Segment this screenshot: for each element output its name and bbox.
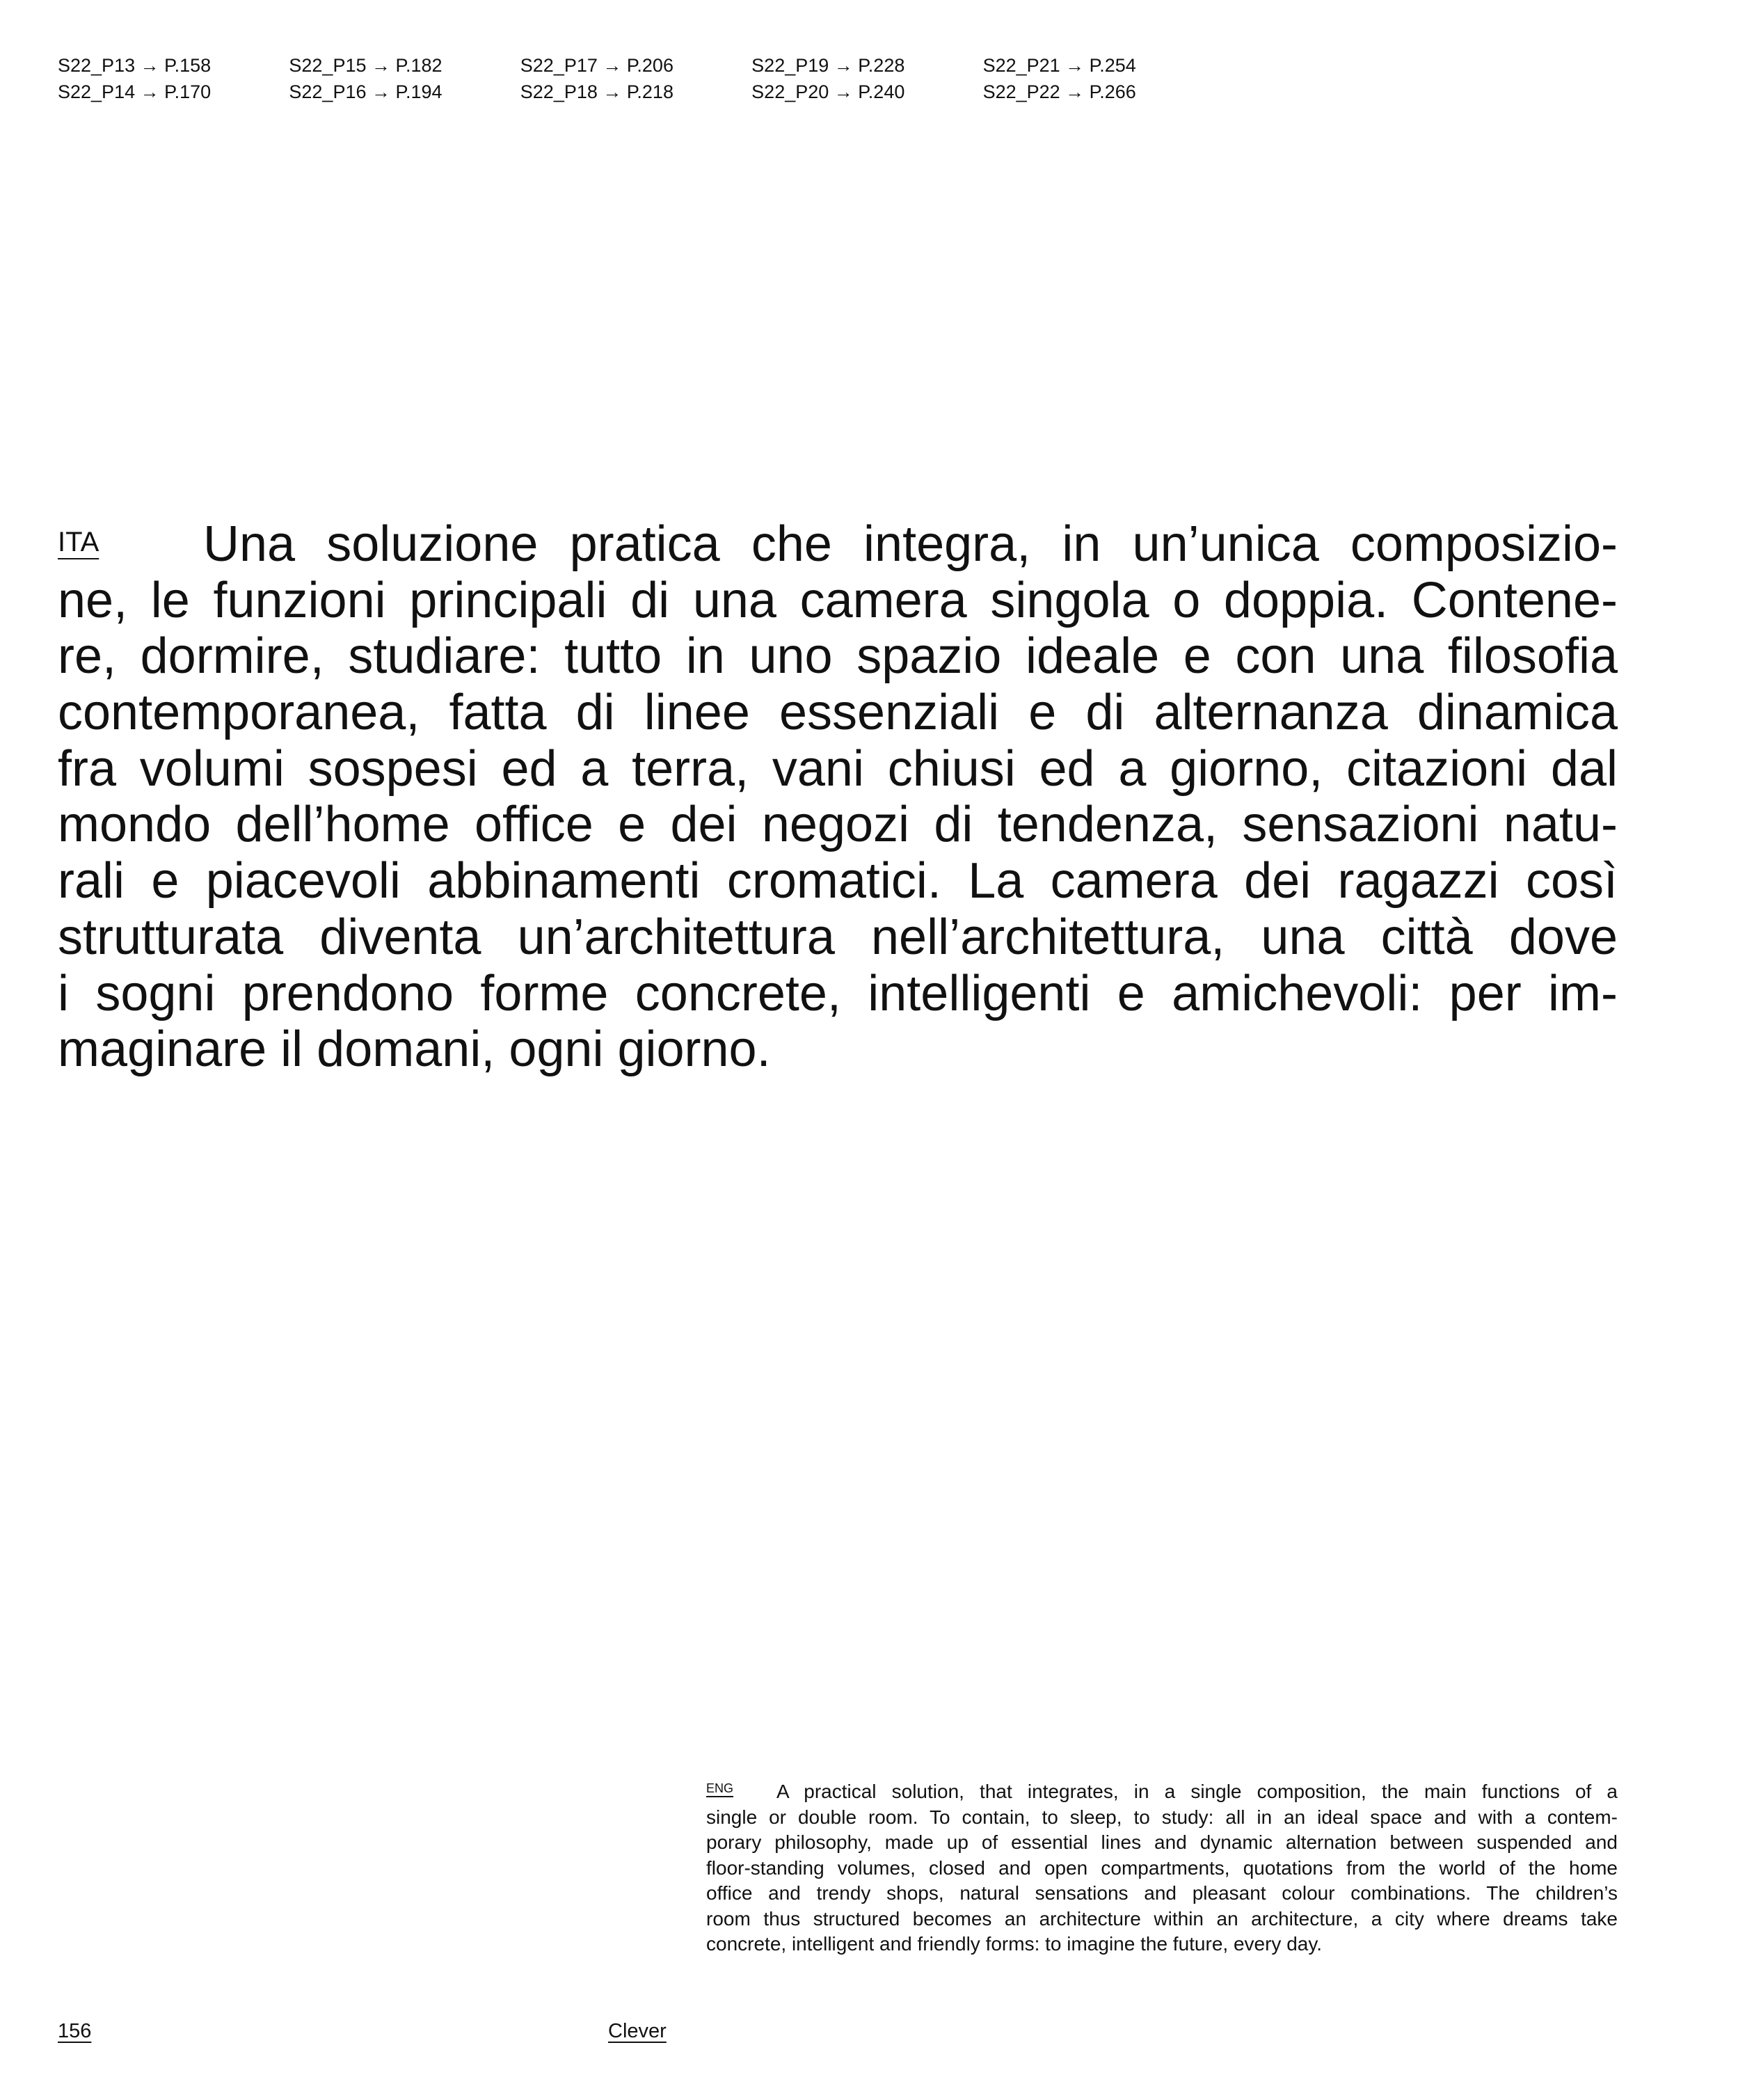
ita-language-label: ITA xyxy=(58,527,99,557)
english-text-line: porary philosophy, made up of essential lines and dynamic alternation between suspended and xyxy=(706,1831,1618,1853)
english-text-block xyxy=(706,1779,1618,1957)
eng-language-label: ENG xyxy=(706,1781,734,1795)
page-index xyxy=(58,52,1214,106)
italian-text-block xyxy=(58,516,1618,1078)
page-index-entry: S22_P13 → P.158 xyxy=(58,55,212,76)
page-index-entry: S22_P14 → P.170 xyxy=(58,81,212,103)
page-index-column xyxy=(751,52,982,106)
english-text-line: single or double room. To contain, to sleep, to study: all in an ideal space and with a contem- xyxy=(706,1806,1618,1828)
italian-text-line: maginare il domani, ogni giorno. xyxy=(58,1021,771,1078)
italian-text-line: ne, le funzioni principali di una camera singola o doppia. Contene- xyxy=(58,572,1618,628)
english-text-line: room thus structured becomes an architecture within an architecture, a city where dreams take xyxy=(706,1907,1618,1930)
italian-text-line: fra volumi sospesi ed a terra, vani chiusi ed a giorno, citazioni dal xyxy=(58,740,1618,797)
page-index-entry: S22_P15 → P.182 xyxy=(289,55,443,76)
english-text-line: A practical solution, that integrates, in a single composition, the main functions of a xyxy=(776,1781,1618,1802)
italian-text-line: i sogni prendono forme concrete, intelligenti e amichevoli: per im- xyxy=(58,965,1618,1021)
italian-text-line: mondo dell’home office e dei negozi di tendenza, sensazioni natu- xyxy=(58,797,1618,853)
italian-text-line: rali e piacevoli abbinamenti cromatici. La camera dei ragazzi così xyxy=(58,853,1618,909)
page-index-entry: S22_P22 → P.266 xyxy=(982,81,1136,103)
page-index-column xyxy=(289,52,520,106)
italian-text-line: strutturata diventa un’architettura nell’architettura, una città dove xyxy=(58,909,1618,965)
page-index-entry: S22_P18 → P.218 xyxy=(520,81,673,103)
page-index-column xyxy=(983,52,1214,106)
english-text-line: office and trendy shops, natural sensations and pleasant colour combinations. The children’s xyxy=(706,1882,1618,1904)
english-text-line: floor-standing volumes, closed and open compartments, quotations from the world of the home xyxy=(706,1856,1618,1879)
italian-text-line: contemporanea, fatta di linee essenziali e di alternanza dinamica xyxy=(58,685,1618,741)
italian-text-line: re, dormire, studiare: tutto in uno spazio ideale e con una filosofia xyxy=(58,628,1618,685)
page-index-entry: S22_P20 → P.240 xyxy=(751,81,905,103)
page-index-entry: S22_P19 → P.228 xyxy=(751,55,905,76)
section-title: Clever xyxy=(608,2020,667,2042)
italian-text-line: Una soluzione pratica che integra, in un’unica composizio- xyxy=(203,516,1618,572)
page-index-column xyxy=(58,52,289,106)
page-index-entry: S22_P17 → P.206 xyxy=(520,55,673,76)
page-index-entry: S22_P21 → P.254 xyxy=(982,55,1136,76)
english-text-line: concrete, intelligent and friendly forms: to imagine the future, every day. xyxy=(706,1933,1323,1955)
page-index-entry: S22_P16 → P.194 xyxy=(289,81,443,103)
page-index-column xyxy=(520,52,751,106)
page-number: 156 xyxy=(58,2020,92,2042)
